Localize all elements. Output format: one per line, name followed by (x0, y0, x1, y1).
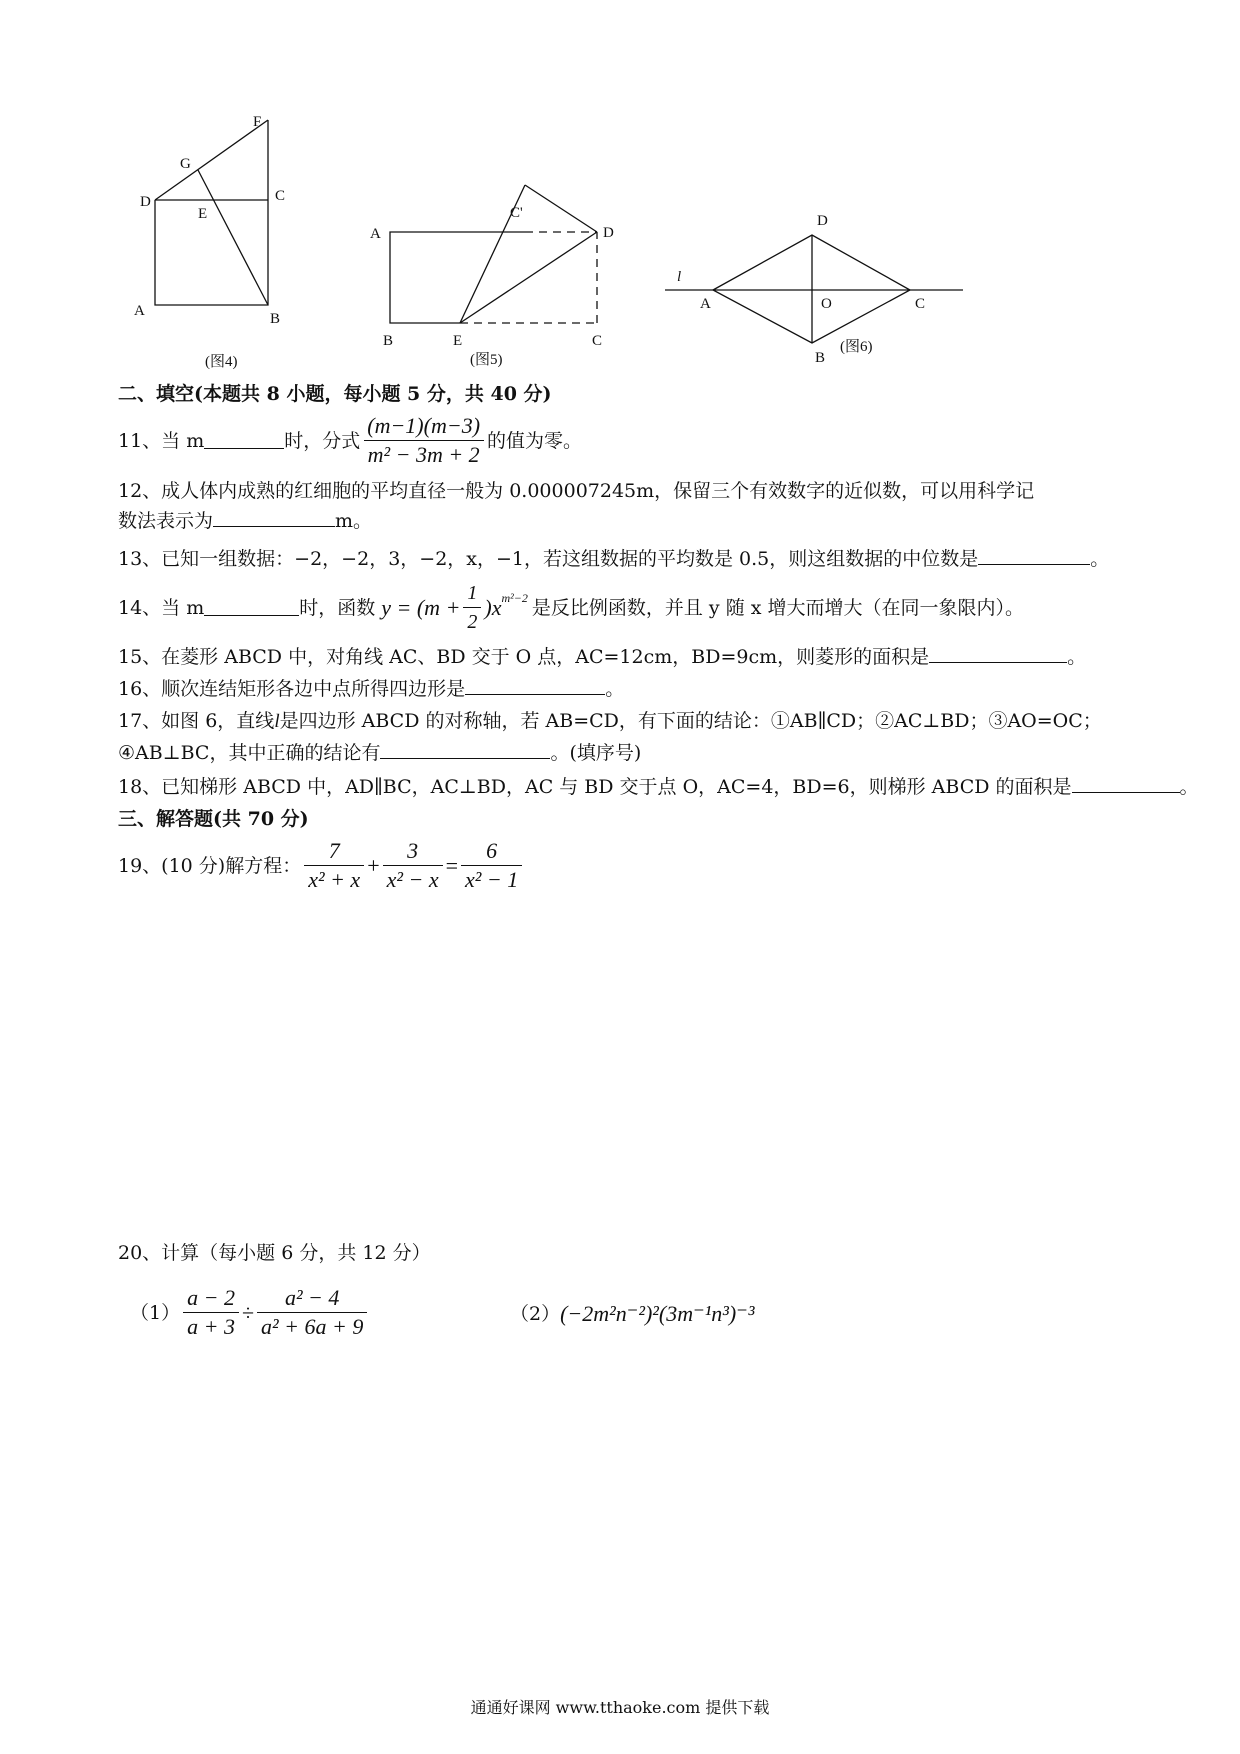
figure-6 (665, 205, 965, 365)
page-footer: 通通好课网 www.tthaoke.com 提供下载 (470, 1698, 770, 1717)
fig6-caption: (图6) (840, 339, 873, 355)
section3-heading: 三、解答题(共 70 分) (118, 808, 309, 830)
question-13: 13、已知一组数据：−2，−2，3，−2，x，−1，若这组数据的平均数是 0.5，则这组数据的中位数是 。 (118, 548, 1110, 570)
q11-fraction: $\frac{(m-1)(m-3)}{\text{m² − 3m + 2}}$ (363, 413, 484, 468)
question-17-line2: ④AB⊥BC，其中正确的结论有 。(填序号) (118, 742, 642, 764)
q14-half-fraction: $\frac{1}{2}$ (463, 580, 481, 635)
answer-space-q20 (118, 1360, 1118, 1640)
fig4-label-F: F (253, 114, 262, 130)
fig5-caption: (图5) (470, 352, 503, 368)
q16-answer-blank[interactable] (465, 678, 605, 695)
fig5-label-D: D (603, 225, 614, 241)
fig6-label-O: O (821, 296, 832, 312)
fig6-label-l: l (677, 269, 682, 285)
fig4-label-E: E (198, 206, 208, 222)
question-16: 16、顺次连结矩形各边中点所得四边形是 。 (118, 678, 625, 700)
q18-answer-blank[interactable] (1072, 776, 1180, 793)
fig4-label-C: C (275, 188, 286, 204)
question-19: 19、(10 分)解方程： $\frac{7}{\text{x² + x}}$ + $\frac{3}{\text{x² − x}}$ = $\frac{6}{\text{x² − 1}}$ (118, 838, 525, 893)
fig6-label-C: C (915, 296, 926, 312)
fig5-label-B: B (383, 333, 394, 349)
fig4-label-D: D (140, 194, 151, 210)
fig6-label-D: D (817, 213, 828, 229)
question-20-heading: 20、计算（每小题 6 分，共 12 分） (118, 1242, 431, 1264)
answer-space-q19 (118, 900, 1118, 1220)
question-20-part2: （2） (−2m²n⁻²)²(3m⁻¹n³)⁻³ (510, 1301, 755, 1326)
question-15: 15、在菱形 ABCD 中，对角线 AC、BD 交于 O 点，AC=12cm，BD=9cm，则菱形的面积是 。 (118, 646, 1087, 668)
q15-answer-blank[interactable] (929, 646, 1067, 663)
q17-answer-blank[interactable] (380, 742, 550, 759)
fig5-label-A: A (370, 226, 381, 242)
section2-heading: 二、填空(本题共 8 小题，每小题 5 分，共 40 分) (118, 383, 552, 405)
fig4-label-A: A (134, 303, 145, 319)
question-18: 18、已知梯形 ABCD 中，AD∥BC，AC⊥BD，AC 与 BD 交于点 O，AC=4，BD=6，则梯形 ABCD 的面积是 。 (118, 776, 1199, 798)
question-20-part1: （1） $\frac{a - 2}{a + 3}$ ÷ $\frac{\text{a² − 4}}{\text{a² + 6a + 9}}$ (130, 1285, 370, 1340)
question-14: 14、当 m 时，函数 y = (m + $\frac{1}{2}$ )x $^{m^2-2}$ 是反比例函数，并且 y 随 x 增大而增大（在同一象限内）。 (118, 582, 1024, 633)
figure-5 (365, 180, 625, 350)
fig5-label-E: E (453, 333, 463, 349)
fig4-label-G: G (180, 156, 191, 172)
question-17-line1: 17、如图 6，直线l是四边形 ABCD 的对称轴，若 AB=CD，有下面的结论：①AB∥CD；②AC⊥BD；③AO=OC； (118, 710, 1102, 732)
fig6-label-A: A (700, 296, 711, 312)
fig5-label-Cp: C' (510, 205, 523, 221)
question-11: 11、当 m 时，分式 $\frac{(m-1)(m-3)}{\text{m² − 3m + 2}}$ 的值为零。 (118, 413, 583, 467)
q13-answer-blank[interactable] (978, 548, 1090, 565)
fig5-label-C: C (592, 333, 603, 349)
q14-answer-blank[interactable] (204, 599, 299, 616)
q11-answer-blank[interactable] (204, 432, 284, 449)
fig4-caption: (图4) (205, 354, 238, 370)
fig4-label-B: B (270, 311, 281, 327)
figure-4 (134, 114, 340, 350)
question-12-line2: 数法表示为 m。 (118, 510, 373, 532)
question-12-line1: 12、成人体内成熟的红细胞的平均直径一般为 0.000007245m，保留三个有效数字的近似数，可以用科学记 (118, 480, 1035, 502)
q12-answer-blank[interactable] (213, 510, 335, 527)
fig6-label-B: B (815, 350, 826, 366)
